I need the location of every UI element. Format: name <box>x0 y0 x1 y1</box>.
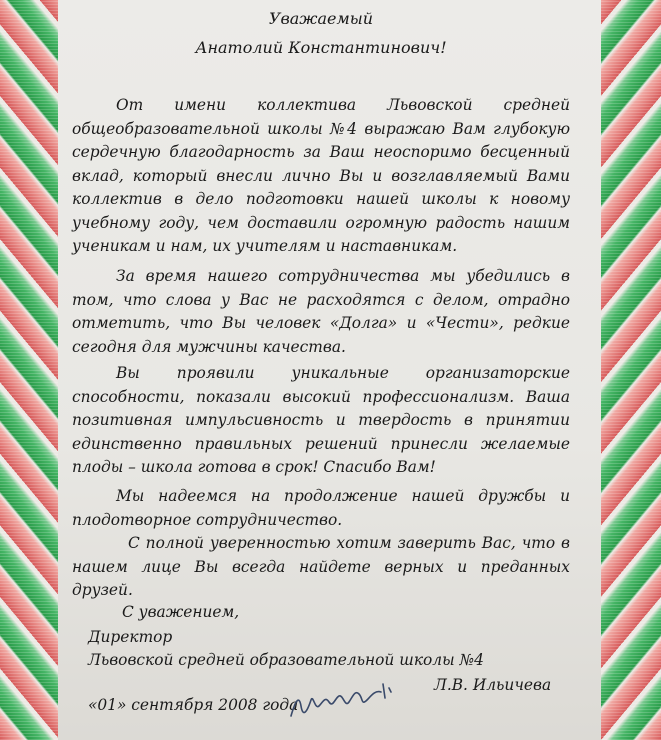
paragraph-4: Мы надеемся на продолжение нашей дружбы и плодотворное сотрудничество. <box>72 487 570 529</box>
signer-organization: Львовской средней образовательной школы №4 <box>88 651 484 669</box>
greeting-line-1: Уважаемый <box>268 9 374 28</box>
paragraph-3: Вы проявили уникальные организаторские способности, показали высокий профессионализм. Ваша позитивная импульсивность и твердость в принятии единственно правильных решений принесли желаемые плоды – школа готова в срок! Спасибо Вам! <box>72 364 570 476</box>
letter-date: «01» сентября 2008 года <box>88 696 299 714</box>
signer-title: Директор <box>88 628 173 646</box>
closing: С уважением, <box>122 603 240 621</box>
paragraph-5: С полной уверенностью хотим заверить Вас, что в нашем лице Вы всегда найдете верных и преданных друзей. <box>72 534 570 599</box>
signer-name: Л.В. Ильичева <box>434 676 552 694</box>
paragraph-1: От имени коллектива Львовской средней общеобразовательной школы №4 выражаю Вам глубокую сердечную благодарность за Ваш неоспоримо бесценный вклад, который внесли лично Вы и возглавляемый Вами коллектив в дело подготовки нашей школы к новому учебному году, чем доставили огромную радость нашим ученикам и нам, их учителям и наставникам. <box>72 96 570 255</box>
handwritten-signature <box>285 672 405 728</box>
greeting-line-2: Анатолий Константинович! <box>195 38 447 57</box>
paragraph-2: За время нашего сотрудничества мы убедились в том, что слова у Вас не расходятся с делом, отрадно отметить, что Вы человек «Долга» и «Чести», редкие сегодня для мужчины качества. <box>72 267 570 356</box>
decorative-border-left <box>0 0 58 740</box>
decorative-border-right <box>601 0 661 740</box>
